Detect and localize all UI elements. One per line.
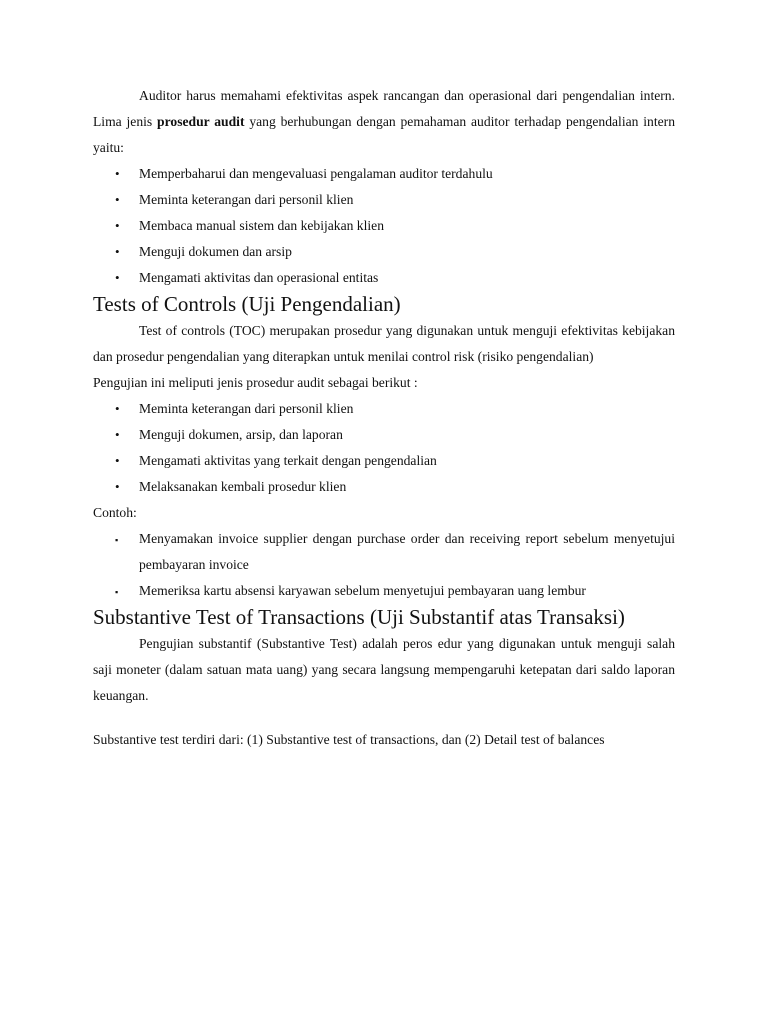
intro-bullet-list xyxy=(93,161,675,291)
example-bullet-list xyxy=(93,526,675,604)
intro-text-part2: yang berhubungan dengan pemahaman auditor terhadap pengendalian intern yaitu: xyxy=(93,114,675,155)
substantive-definition-paragraph: Pengujian substantif (Substantive Test) adalah peros edur yang digunakan untuk menguji salah saji moneter (dalam satuan mata uang) yang secara langsung mempengaruhi ketepatan dari saldo laporan keuangan. xyxy=(93,636,675,703)
list-item xyxy=(93,396,675,422)
list-item xyxy=(93,213,675,239)
list-item xyxy=(93,422,675,448)
bullet-mark: • xyxy=(115,166,120,181)
substantive-components-paragraph: Substantive test terdiri dari: (1) Substantive test of transactions, dan (2) Detail test of balances xyxy=(93,732,605,747)
bullet-mark: • xyxy=(115,427,120,442)
list-item-text: Meminta keterangan dari personil klien xyxy=(139,192,354,207)
list-item-text: Memperbaharui dan mengevaluasi pengalaman auditor terdahulu xyxy=(139,166,493,181)
list-item xyxy=(93,161,675,187)
square-bullet-mark: ▪ xyxy=(115,535,119,545)
intro-paragraph xyxy=(93,0,675,161)
list-item-text: Melaksanakan kembali prosedur klien xyxy=(139,479,347,494)
bullet-mark: • xyxy=(115,218,120,233)
toc-procedures-intro: Pengujian ini meliputi jenis prosedur audit sebagai berikut : xyxy=(93,375,418,390)
square-bullet-mark: ▪ xyxy=(115,587,119,597)
toc-definition-paragraph: Test of controls (TOC) merupakan prosedur yang digunakan untuk menguji efektivitas kebijakan dan prosedur pengendalian yang diterapkan untuk menilai control risk (risiko pengendalian) xyxy=(93,323,675,364)
list-item xyxy=(93,526,675,578)
intro-text-part1: Auditor harus memahami efektivitas aspek rancangan dan operasional dari pengendalian intern. Lima jenis xyxy=(93,88,675,129)
list-item-text: Menguji dokumen dan arsip xyxy=(139,244,292,259)
paragraph-spacer xyxy=(93,709,675,727)
list-item-text: Menguji dokumen, arsip, dan laporan xyxy=(139,427,343,442)
list-item xyxy=(93,187,675,213)
bullet-mark: • xyxy=(115,192,120,207)
list-item xyxy=(93,578,675,604)
list-item xyxy=(93,448,675,474)
list-item-text: Menyamakan invoice supplier dengan purchase order dan receiving report sebelum menyetujui pembayaran invoice xyxy=(139,531,675,572)
bullet-mark: • xyxy=(115,479,120,494)
example-label: Contoh: xyxy=(93,505,137,520)
bullet-mark: • xyxy=(115,244,120,259)
section-heading-tests-of-controls: Tests of Controls (Uji Pengendalian) xyxy=(93,292,401,316)
section-heading-substantive-test: Substantive Test of Transactions (Uji Substantif atas Transaksi) xyxy=(93,605,625,629)
list-item xyxy=(93,265,675,291)
list-item-text: Mengamati aktivitas yang terkait dengan pengendalian xyxy=(139,453,437,468)
list-item-text: Memeriksa kartu absensi karyawan sebelum menyetujui pembayaran uang lembur xyxy=(139,583,586,598)
list-item xyxy=(93,474,675,500)
list-item xyxy=(93,239,675,265)
bullet-mark: • xyxy=(115,270,120,285)
list-item-text: Meminta keterangan dari personil klien xyxy=(139,401,354,416)
intro-bold-term: prosedur audit xyxy=(157,114,245,129)
toc-bullet-list xyxy=(93,396,675,500)
bullet-mark: • xyxy=(115,401,120,416)
list-item-text: Mengamati aktivitas dan operasional entitas xyxy=(139,270,379,285)
list-item-text: Membaca manual sistem dan kebijakan klien xyxy=(139,218,384,233)
bullet-mark: • xyxy=(115,453,120,468)
